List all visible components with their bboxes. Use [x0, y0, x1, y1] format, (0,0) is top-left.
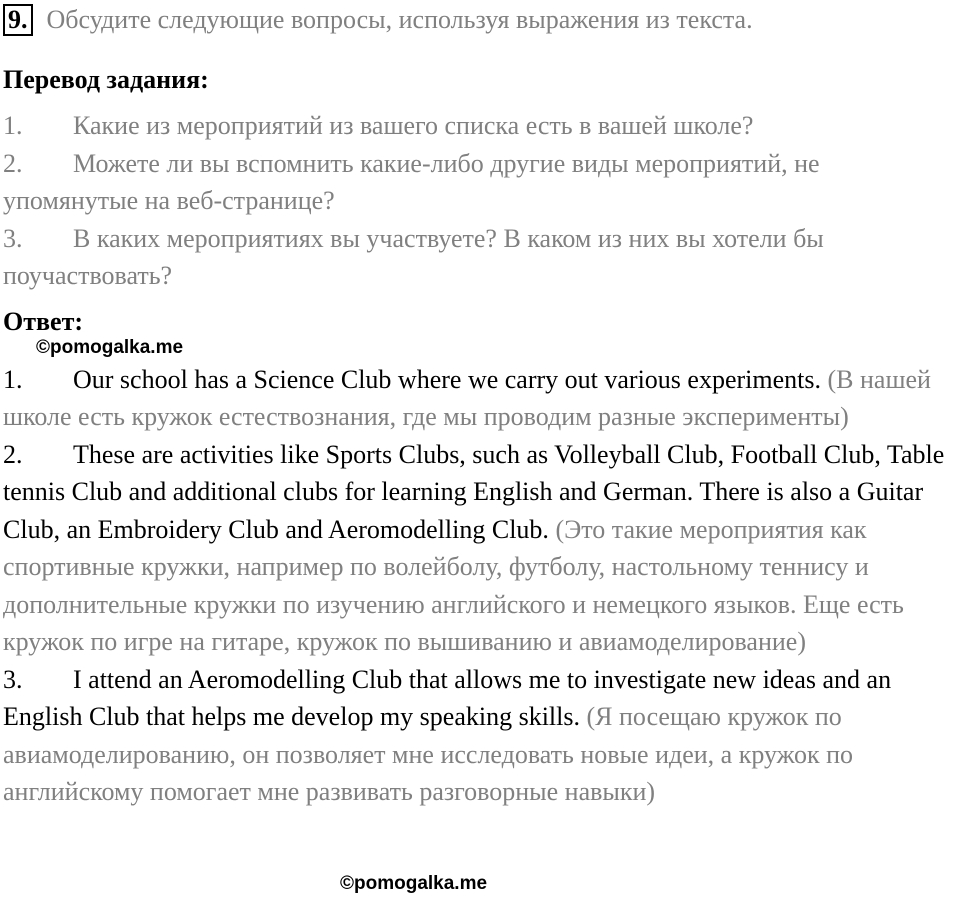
item-number: 1.	[3, 111, 23, 140]
item-text: В каких мероприятиях вы участвуете? В каком из них вы хотели бы поучаствовать?	[3, 223, 824, 290]
item-number: 3.	[3, 664, 23, 694]
item-number: 2.	[3, 148, 23, 178]
task-number: 9.	[3, 4, 33, 36]
answer-item	[3, 361, 958, 436]
answer-item	[3, 436, 958, 661]
answer-russian: (Это такие мероприятия как спортивные кружки, например по волейболу, футболу, настольному теннису и дополнительные кружки по изучению английского и немецкого языков. Еще есть кружок по игре на гитаре, кружок по вышиванию и авиамоделирование)	[3, 514, 904, 656]
translation-item	[3, 220, 958, 295]
item-number: 3.	[3, 223, 23, 253]
item-number: 2.	[3, 439, 23, 469]
answer-english: These are activities like Sports Clubs, such as Volleyball Club, Football Club, Table tennis Club and additional clubs for learning English and German. There is also a Guitar Club, an Embroidery Club and Aeromodelling Club.	[3, 439, 945, 544]
answer-heading: Ответ:	[3, 306, 84, 336]
task-text: Обсудите следующие вопросы, используя выражения из текста.	[46, 5, 753, 35]
translation-item	[3, 145, 958, 220]
translation-heading: Перевод задания:	[3, 65, 209, 94]
item-text: Какие из мероприятий из вашего списка есть в вашей школе?	[73, 111, 754, 140]
answer-english: Our school has a Science Club where we carry out various experiments.	[73, 364, 821, 394]
translation-item	[3, 107, 958, 145]
item-number: 1.	[3, 364, 23, 394]
watermark-bottom: ©pomogalka.me	[340, 873, 488, 894]
watermark-top: ©pomogalka.me	[36, 336, 184, 358]
translation-list	[3, 107, 958, 295]
answer-list	[3, 361, 958, 811]
item-text: Можете ли вы вспомнить какие-либо другие виды мероприятий, не упомянутые на веб-странице?	[3, 148, 820, 215]
task-line	[3, 0, 958, 40]
answer-english: I attend an Aeromodelling Club that allows me to investigate new ideas and an English Club that helps me develop my speaking skills.	[3, 664, 892, 731]
document-page	[3, 0, 958, 811]
answer-russian: (Я посещаю кружок по авиамоделированию, он позволяет мне исследовать новые идеи, а кружок по английскому помогает мне развивать разговорные навыки)	[3, 702, 854, 806]
answer-item	[3, 661, 958, 811]
answer-russian: (В нашей школе есть кружок естествознания, где мы проводим разные эксперименты)	[3, 364, 931, 431]
